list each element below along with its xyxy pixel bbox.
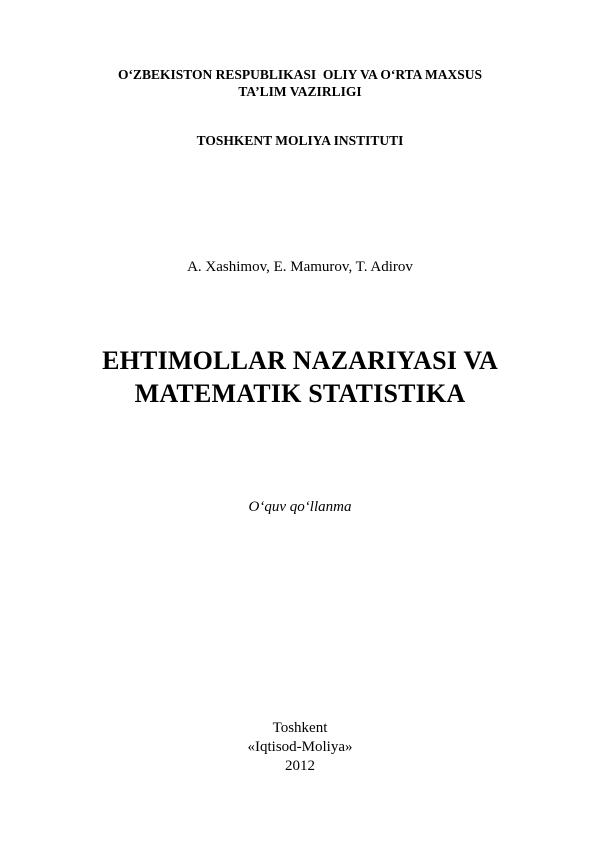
book-title (0, 344, 600, 410)
book-title-line-2: MATEMATIK STATISTIKA (134, 379, 466, 408)
imprint-year: 2012 (285, 758, 315, 774)
book-subtitle: O‘quv qo‘llanma (248, 499, 352, 515)
ministry-line-2: TA’LIM VAZIRLIGI (238, 84, 362, 99)
imprint-city: Toshkent (272, 720, 328, 736)
authors: A. Xashimov, E. Mamurov, T. Adirov (187, 259, 413, 275)
book-title-line-1: EHTIMOLLAR NAZARIYASI VA (102, 346, 498, 375)
ministry-line-1: O‘ZBEKISTON RESPUBLIKASI OLIY VA O‘RTA MAXSUS (117, 67, 483, 82)
imprint-publisher: «Iqtisod-Moliya» (247, 739, 353, 755)
ministry-heading (0, 66, 600, 100)
imprint (0, 719, 600, 776)
institute-name: TOSHKENT MOLIYA INSTITUTI (196, 133, 404, 148)
